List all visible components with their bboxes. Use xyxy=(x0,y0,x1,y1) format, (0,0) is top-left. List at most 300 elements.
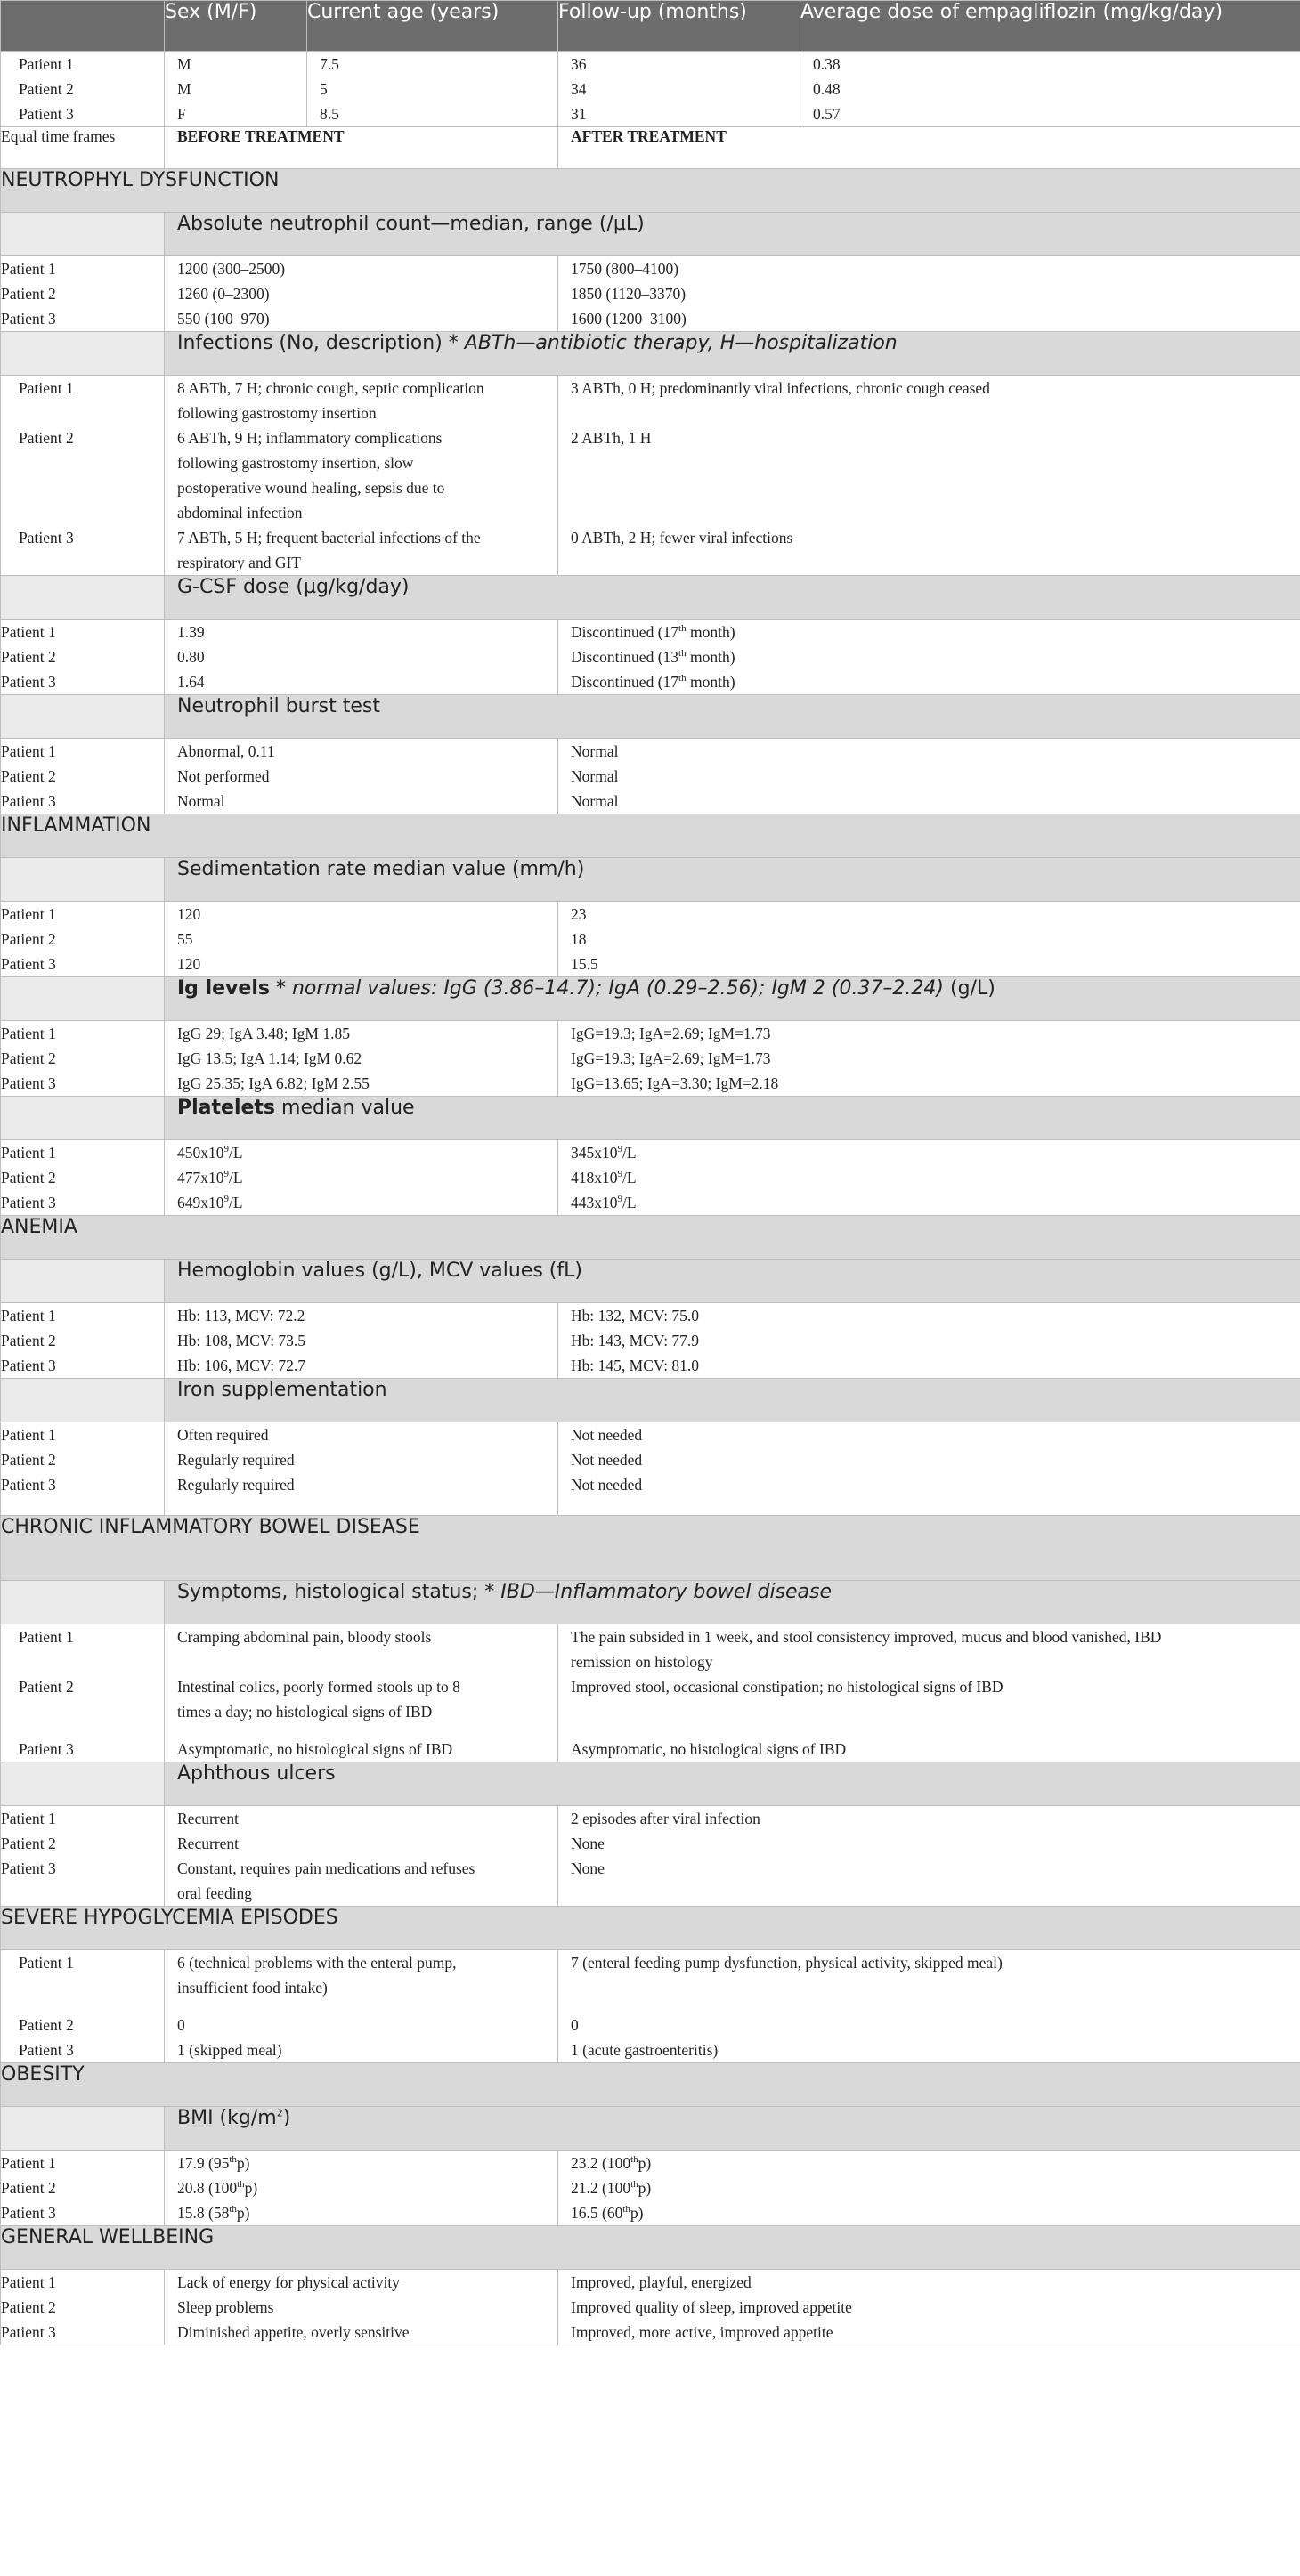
patient-labels xyxy=(1,1140,165,1216)
patient-labels xyxy=(1,1624,165,1762)
section-hypoglycemia: SEVERE HYPOGLYCEMIA EPISODES xyxy=(1,1907,1300,1950)
ig-row xyxy=(1,1021,1300,1097)
patient-label: Patient 3 xyxy=(1,673,56,691)
hypoglycemia-before-line: 0 xyxy=(177,2016,185,2034)
section-row xyxy=(1,814,1300,858)
subsection-row xyxy=(1,332,1300,376)
subsection-lead xyxy=(1,332,165,376)
gcsf-after-prefix: Discontinued ( xyxy=(571,648,663,666)
iron-after xyxy=(558,1422,1300,1516)
patient-labels xyxy=(1,2270,165,2345)
anc-before-value: 550 (100–970) xyxy=(177,310,270,328)
bmi-sup: th xyxy=(229,2154,237,2166)
bmi-percentile: 100 xyxy=(213,2179,238,2197)
timeframes-label: Equal time frames xyxy=(1,127,165,169)
age-value: 8.5 xyxy=(320,105,339,123)
header-age: Current age (years) xyxy=(307,1,558,52)
gcsf-after-suffix: month) xyxy=(686,623,735,641)
hb-after-value: Hb: 143, MCV: 77.9 xyxy=(571,1332,700,1349)
bmi-sup: th xyxy=(229,2204,237,2216)
sex-value: M xyxy=(177,55,191,73)
ig-note: * normal values: IgG (3.86–14.7); IgA (0.29–2.56); IgM 2 (0.37–2.24) xyxy=(275,977,944,1000)
infections-after-value: 0 ABTh, 2 H; fewer viral infections xyxy=(571,529,793,547)
patient-label: Patient 1 xyxy=(1,1025,56,1042)
section-row xyxy=(1,1516,1300,1581)
aphthous-before xyxy=(165,1806,558,1907)
platelets-unit-sup: 9 xyxy=(617,1169,622,1180)
hb-before-value: Hb: 113, MCV: 72.2 xyxy=(177,1307,305,1324)
subsection-row xyxy=(1,977,1300,1021)
platelets-unit-pre: x10 xyxy=(200,1194,224,1211)
anc-after xyxy=(558,256,1300,332)
section-row xyxy=(1,169,1300,213)
patient-label: Patient 1 xyxy=(19,55,74,73)
patient-label: Patient 3 xyxy=(1,1194,56,1211)
infections-row xyxy=(1,376,1300,576)
aphthous-before-line: Recurrent xyxy=(177,1810,239,1827)
patient-label: Patient 1 xyxy=(1,2273,56,2291)
ig-after-value: IgG=19.3; IgA=2.69; IgM=1.73 xyxy=(571,1025,771,1042)
sex-value: M xyxy=(177,80,191,98)
bmi-title: BMI (kg/m xyxy=(177,2107,277,2129)
infections-title-cell xyxy=(165,332,1300,376)
hb-after xyxy=(558,1303,1300,1379)
subsection-lead xyxy=(1,1762,165,1806)
aphthous-after-value: None xyxy=(571,1835,605,1852)
platelets-unit-post: /L xyxy=(229,1194,243,1211)
symptoms-before-line: times a day; no histological signs of IBD xyxy=(177,1703,433,1721)
gcsf-after-sup: th xyxy=(678,623,687,635)
patient-label: Patient 3 xyxy=(1,792,56,810)
section-inflammation: INFLAMMATION xyxy=(1,814,1300,858)
patient-label: Patient 3 xyxy=(1,955,56,973)
hypoglycemia-after-value: 1 (acute gastroenteritis) xyxy=(571,2041,719,2059)
hb-row xyxy=(1,1303,1300,1379)
hypoglycemia-before-line: insufficient food intake) xyxy=(177,1979,328,1997)
bmi-value: 15.8 xyxy=(177,2204,205,2222)
burst-before-value: Not performed xyxy=(177,767,270,785)
sed-before-value: 55 xyxy=(177,930,193,948)
platelets-unit-post: /L xyxy=(622,1144,637,1162)
burst-before-value: Normal xyxy=(177,792,225,810)
patient-label: Patient 2 xyxy=(1,2179,56,2197)
infections-before-line: respiratory and GIT xyxy=(177,554,301,571)
header-empty xyxy=(1,1,165,52)
anc-after-value: 1600 (1200–3100) xyxy=(571,310,687,328)
platelets-unit-pre: x10 xyxy=(594,1169,618,1187)
iron-before-value: Often required xyxy=(177,1426,269,1444)
bmi-after xyxy=(558,2151,1300,2226)
followup-value: 36 xyxy=(571,55,587,73)
platelets-number: 345 xyxy=(571,1144,595,1162)
wellbeing-after-value: Improved, more active, improved appetite xyxy=(571,2323,833,2341)
sex-value: F xyxy=(177,105,186,123)
bmi-value: 21.2 xyxy=(571,2179,598,2197)
subsection-row xyxy=(1,1379,1300,1422)
platelets-unit-post: /L xyxy=(229,1169,243,1187)
symptoms-before-line: Asymptomatic, no histological signs of IBD xyxy=(177,1740,453,1758)
patient-labels xyxy=(1,1422,165,1516)
ig-after-value: IgG=13.65; IgA=3.30; IgM=2.18 xyxy=(571,1074,779,1092)
platelets-after-value xyxy=(571,1165,1300,1190)
patient-label: Patient 1 xyxy=(1,1426,56,1444)
gcsf-after-month: 13 xyxy=(662,648,679,666)
patient-labels xyxy=(1,2151,165,2226)
burst-before-value: Abnormal, 0.11 xyxy=(177,742,275,760)
patient-label: Patient 1 xyxy=(1,742,56,760)
hypoglycemia-after-value: 7 (enteral feeding pump dysfunction, physical activity, skipped meal) xyxy=(571,1954,1003,1972)
subsection-row xyxy=(1,2107,1300,2151)
symptoms-after-entry xyxy=(571,1674,1300,1737)
sed-after-value: 18 xyxy=(571,930,587,948)
symptoms-before-line: Cramping abdominal pain, bloody stools xyxy=(177,1628,432,1646)
symptoms-note: * IBD—Inflammatory bowel disease xyxy=(484,1581,833,1603)
bmi-suffix: p) xyxy=(244,2179,258,2197)
patient-labels xyxy=(1,1303,165,1379)
platelets-unit-post: /L xyxy=(622,1169,637,1187)
patient-labels xyxy=(1,1021,165,1097)
wellbeing-before-value: Lack of energy for physical activity xyxy=(177,2273,400,2291)
symptoms-after-entry xyxy=(571,1737,1300,1762)
followup-values xyxy=(558,52,800,127)
patient-label: Patient 3 xyxy=(19,529,74,547)
aphthous-before-line: Recurrent xyxy=(177,1835,239,1852)
patient-label: Patient 2 xyxy=(1,930,56,948)
subsection-lead xyxy=(1,1379,165,1422)
section-row xyxy=(1,2226,1300,2270)
symptoms-before-entry xyxy=(177,1624,557,1674)
patient-label: Patient 3 xyxy=(1,1074,56,1092)
patient-label: Patient 1 xyxy=(19,1954,74,1972)
ig-title-cell xyxy=(165,977,1300,1021)
subsection-row xyxy=(1,213,1300,256)
infections-before-line: 7 ABTh, 5 H; frequent bacterial infections of the xyxy=(177,529,481,547)
platelets-title-cell xyxy=(165,1097,1300,1140)
patient-label: Patient 2 xyxy=(1,1049,56,1067)
gcsf-after-suffix: month) xyxy=(686,648,735,666)
patient-label: Patient 1 xyxy=(1,1307,56,1324)
hb-before-value: Hb: 108, MCV: 73.5 xyxy=(177,1332,306,1349)
infections-before-line: postoperative wound healing, sepsis due to xyxy=(177,479,445,497)
section-ibd: CHRONIC INFLAMMATORY BOWEL DISEASE xyxy=(1,1516,1300,1581)
bmi-title-post: ) xyxy=(282,2107,291,2129)
iron-title: Iron supplementation xyxy=(165,1379,1300,1422)
aphthous-after xyxy=(558,1806,1300,1907)
patient-labels xyxy=(1,52,165,127)
symptoms-row xyxy=(1,1624,1300,1762)
bmi-sup: th xyxy=(622,2204,630,2216)
platelets-unit-sup: 9 xyxy=(617,1144,622,1155)
patient-label: Patient 3 xyxy=(19,105,74,123)
gcsf-after-sup: th xyxy=(678,673,687,685)
age-value: 5 xyxy=(320,80,328,98)
infections-before-line: 8 ABTh, 7 H; chronic cough, septic complication xyxy=(177,379,484,397)
ig-before xyxy=(165,1021,558,1097)
burst-before xyxy=(165,739,558,814)
infections-before-entry xyxy=(177,525,557,575)
bmi-row xyxy=(1,2151,1300,2226)
gcsf-after-value xyxy=(571,620,1300,644)
dose-value: 0.38 xyxy=(813,55,841,73)
header-dose: Average dose of empagliflozin (mg/kg/day) xyxy=(800,1,1300,52)
sed-after xyxy=(558,902,1300,977)
gcsf-after-suffix: month) xyxy=(686,673,735,691)
subsection-row xyxy=(1,1260,1300,1303)
bmi-before xyxy=(165,2151,558,2226)
infections-after-value: 2 ABTh, 1 H xyxy=(571,429,652,447)
patient-label: Patient 2 xyxy=(19,2016,74,2034)
burst-after xyxy=(558,739,1300,814)
patient-label: Patient 2 xyxy=(1,1451,56,1469)
dose-values xyxy=(800,52,1300,127)
platelets-title: Platelets xyxy=(177,1097,276,1119)
bmi-suffix: p) xyxy=(236,2154,250,2172)
anc-before-value: 1260 (0–2300) xyxy=(177,285,270,303)
patient-label: Patient 2 xyxy=(19,1678,74,1696)
bmi-title-cell xyxy=(165,2107,1300,2151)
patient-label: Patient 3 xyxy=(19,1740,74,1758)
subsection-row xyxy=(1,1581,1300,1624)
platelets-unit-sup: 9 xyxy=(223,1144,229,1155)
infections-after-value: 3 ABTh, 0 H; predominantly viral infections, chronic cough ceased xyxy=(571,379,990,397)
bmi-sup: th xyxy=(630,2154,638,2166)
aphthous-after-value: 2 episodes after viral infection xyxy=(571,1810,760,1827)
bmi-percentile: 100 xyxy=(606,2154,631,2172)
sed-after-value: 23 xyxy=(571,905,587,923)
patient-label: Patient 2 xyxy=(1,648,56,666)
demographics-row xyxy=(1,52,1300,127)
symptoms-title: Symptoms, histological status; xyxy=(177,1581,479,1603)
patient-label: Patient 1 xyxy=(19,379,74,397)
burst-title: Neutrophil burst test xyxy=(165,695,1300,739)
hypoglycemia-row xyxy=(1,1950,1300,2063)
subsection-lead xyxy=(1,213,165,256)
symptoms-after-line: Asymptomatic, no histological signs of IBD xyxy=(571,1740,847,1758)
bmi-percentile: 60 xyxy=(606,2204,623,2222)
platelets-after xyxy=(558,1140,1300,1216)
patient-labels xyxy=(1,739,165,814)
sed-before-value: 120 xyxy=(177,955,201,973)
aphthous-title: Aphthous ulcers xyxy=(165,1762,1300,1806)
hypoglycemia-before-entry xyxy=(177,2037,557,2062)
ig-before-value: IgG 13.5; IgA 1.14; IgM 0.62 xyxy=(177,1049,362,1067)
patient-labels xyxy=(1,1806,165,1907)
subsection-row xyxy=(1,1097,1300,1140)
hb-before-value: Hb: 106, MCV: 72.7 xyxy=(177,1357,306,1374)
subsection-lead xyxy=(1,977,165,1021)
header-sex: Sex (M/F) xyxy=(165,1,307,52)
iron-before xyxy=(165,1422,558,1516)
gcsf-before xyxy=(165,620,558,695)
subsection-lead xyxy=(1,858,165,902)
patient-labels xyxy=(1,256,165,332)
bmi-percentile: 58 xyxy=(213,2204,230,2222)
patient-label: Patient 2 xyxy=(19,429,74,447)
patient-label: Patient 1 xyxy=(1,260,56,278)
section-wellbeing: GENERAL WELLBEING xyxy=(1,2226,1300,2270)
gcsf-after-sup: th xyxy=(678,648,687,660)
platelets-number: 477 xyxy=(177,1169,201,1187)
platelets-unit-sup: 9 xyxy=(223,1194,229,1205)
sed-title: Sedimentation rate median value (mm/h) xyxy=(165,858,1300,902)
bmi-suffix: p) xyxy=(638,2179,652,2197)
platelets-before-value xyxy=(177,1165,557,1190)
gcsf-after-value xyxy=(571,669,1300,694)
anc-row xyxy=(1,256,1300,332)
wellbeing-before xyxy=(165,2270,558,2345)
platelets-after-value xyxy=(571,1190,1300,1215)
anc-after-value: 1750 (800–4100) xyxy=(571,260,679,278)
platelets-unit-sup: 9 xyxy=(617,1194,622,1205)
hb-title: Hemoglobin values (g/L), MCV values (fL) xyxy=(165,1260,1300,1303)
sed-before xyxy=(165,902,558,977)
bmi-suffix: p) xyxy=(236,2204,250,2222)
bmi-value: 23.2 xyxy=(571,2154,598,2172)
ig-after-value: IgG=19.3; IgA=2.69; IgM=1.73 xyxy=(571,1049,771,1067)
bmi-before-value: 20.8 (100thp) xyxy=(177,2179,258,2197)
aphthous-after-value: None xyxy=(571,1859,605,1877)
sex-values xyxy=(165,52,307,127)
subsection-row xyxy=(1,858,1300,902)
anc-after-value: 1850 (1120–3370) xyxy=(571,285,687,303)
hypoglycemia-before-line: 6 (technical problems with the enteral pump, xyxy=(177,1954,457,1972)
patient-label: Patient 3 xyxy=(19,2041,74,2059)
bmi-value: 16.5 xyxy=(571,2204,598,2222)
symptoms-after-line: Improved stool, occasional constipation; no histological signs of IBD xyxy=(571,1678,1003,1696)
platelets-number: 443 xyxy=(571,1194,595,1211)
sed-before-value: 120 xyxy=(177,905,201,923)
bmi-after-value: 21.2 (100thp) xyxy=(571,2179,652,2197)
gcsf-row xyxy=(1,620,1300,695)
section-anemia: ANEMIA xyxy=(1,1216,1300,1260)
bmi-before-value: 15.8 (58thp) xyxy=(177,2204,250,2222)
followup-value: 34 xyxy=(571,80,587,98)
bmi-value: 17.9 xyxy=(177,2154,205,2172)
infections-before-entry xyxy=(177,376,557,425)
after-treatment-label: AFTER TREATMENT xyxy=(558,127,1300,169)
section-obesity: OBESITY xyxy=(1,2063,1300,2107)
platelets-before-value xyxy=(177,1190,557,1215)
gcsf-after-prefix: Discontinued ( xyxy=(571,623,663,641)
hypoglycemia-after xyxy=(558,1950,1300,2063)
dose-value: 0.57 xyxy=(813,105,841,123)
patient-label: Patient 2 xyxy=(1,285,56,303)
gcsf-after-prefix: Discontinued ( xyxy=(571,673,663,691)
iron-row xyxy=(1,1422,1300,1516)
infections-title: Infections (No, description) xyxy=(177,332,443,354)
wellbeing-row xyxy=(1,2270,1300,2345)
hb-after-value: Hb: 145, MCV: 81.0 xyxy=(571,1357,700,1374)
gcsf-after-month: 17 xyxy=(662,673,679,691)
iron-after-value: Not needed xyxy=(571,1451,643,1469)
aphthous-before-line: Constant, requires pain medications and refuses xyxy=(177,1859,475,1877)
patient-label: Patient 3 xyxy=(1,2323,56,2341)
patient-labels xyxy=(1,902,165,977)
patient-label: Patient 2 xyxy=(19,80,74,98)
infections-before-line: following gastrostomy insertion xyxy=(177,404,377,422)
subsection-lead xyxy=(1,1581,165,1624)
ig-unit: (g/L) xyxy=(944,977,995,1000)
age-value: 7.5 xyxy=(320,55,339,73)
age-values xyxy=(307,52,558,127)
platelets-unit-pre: x10 xyxy=(594,1144,618,1162)
infections-before-entry xyxy=(177,425,557,525)
hypoglycemia-before xyxy=(165,1950,558,2063)
ig-before-value: IgG 29; IgA 3.48; IgM 1.85 xyxy=(177,1025,350,1042)
bmi-percentile: 100 xyxy=(606,2179,631,2197)
bmi-after-value: 16.5 (60thp) xyxy=(571,2204,644,2222)
bmi-sup: th xyxy=(237,2179,245,2191)
burst-after-value: Normal xyxy=(571,767,619,785)
header-followup: Follow-up (months) xyxy=(558,1,800,52)
platelets-number: 418 xyxy=(571,1169,595,1187)
anc-title: Absolute neutrophil count—median, range (/µL) xyxy=(165,213,1300,256)
sed-row xyxy=(1,902,1300,977)
ig-before-value: IgG 25.35; IgA 6.82; IgM 2.55 xyxy=(177,1074,370,1092)
gcsf-after xyxy=(558,620,1300,695)
wellbeing-after-value: Improved quality of sleep, improved appetite xyxy=(571,2298,852,2316)
platelets-unit-pre: x10 xyxy=(200,1144,224,1162)
wellbeing-before-value: Diminished appetite, overly sensitive xyxy=(177,2323,410,2341)
patient-label: Patient 2 xyxy=(1,1835,56,1852)
platelets-before-value xyxy=(177,1140,557,1165)
bmi-suffix: p) xyxy=(630,2204,644,2222)
followup-value: 31 xyxy=(571,105,587,123)
infections-before xyxy=(165,376,558,576)
platelets-unit-post: /L xyxy=(229,1144,243,1162)
timeframes-row xyxy=(1,127,1300,169)
sed-after-value: 15.5 xyxy=(571,955,598,973)
bmi-after-value: 23.2 (100thp) xyxy=(571,2154,652,2172)
burst-after-value: Normal xyxy=(571,792,619,810)
gcsf-after-value xyxy=(571,644,1300,669)
gcsf-before-value: 1.64 xyxy=(177,673,205,691)
infections-before-line: following gastrostomy insertion, slow xyxy=(177,454,414,472)
gcsf-after-month: 17 xyxy=(662,623,679,641)
symptoms-before-entry xyxy=(177,1674,557,1737)
header-row xyxy=(1,1,1300,52)
anc-before-value: 1200 (300–2500) xyxy=(177,260,286,278)
anc-before xyxy=(165,256,558,332)
subsection-lead xyxy=(1,1260,165,1303)
symptoms-after-line: remission on histology xyxy=(571,1653,713,1671)
hb-before xyxy=(165,1303,558,1379)
infections-after xyxy=(558,376,1300,576)
wellbeing-after xyxy=(558,2270,1300,2345)
subsection-lead xyxy=(1,576,165,620)
symptoms-before xyxy=(165,1624,558,1762)
subsection-lead xyxy=(1,1097,165,1140)
infections-note: * ABTh—antibiotic therapy, H—hospitalization xyxy=(448,332,898,354)
symptoms-before-line: Intestinal colics, poorly formed stools up to 8 xyxy=(177,1678,460,1696)
subsection-lead xyxy=(1,2107,165,2151)
before-treatment-label: BEFORE TREATMENT xyxy=(165,127,558,169)
patient-label: Patient 1 xyxy=(1,905,56,923)
hypoglycemia-before-entry xyxy=(177,1950,557,2013)
hb-after-value: Hb: 132, MCV: 75.0 xyxy=(571,1307,700,1324)
patient-label: Patient 3 xyxy=(1,2204,56,2222)
subsection-lead xyxy=(1,695,165,739)
hypoglycemia-before-entry xyxy=(177,2013,557,2037)
wellbeing-before-value: Sleep problems xyxy=(177,2298,274,2316)
platelets-title-rest: median value xyxy=(275,1097,415,1119)
hypoglycemia-before-line: 1 (skipped meal) xyxy=(177,2041,282,2059)
bmi-before-value: 17.9 (95thp) xyxy=(177,2154,250,2172)
symptoms-after xyxy=(558,1624,1300,1762)
patient-labels xyxy=(1,376,165,576)
iron-before-value: Regularly required xyxy=(177,1476,295,1494)
section-row xyxy=(1,2063,1300,2107)
